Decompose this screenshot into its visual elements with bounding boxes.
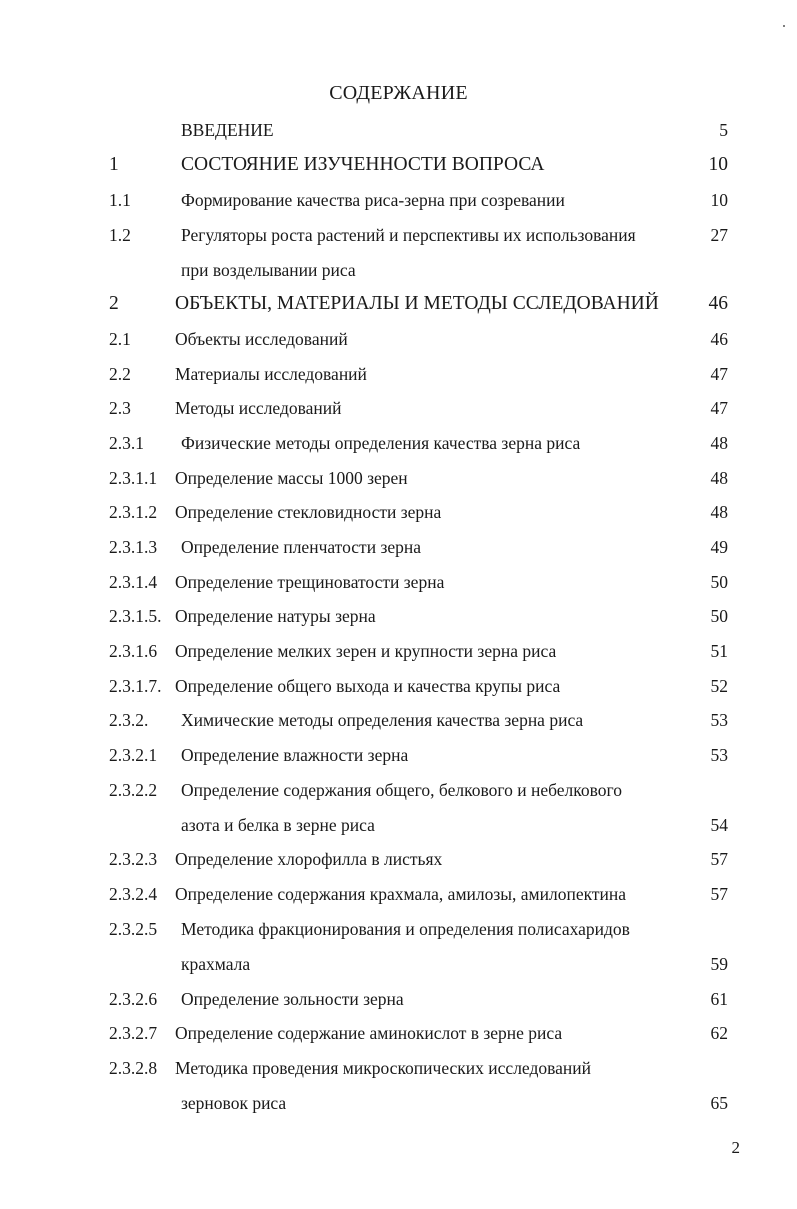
toc-page: 54 xyxy=(710,815,728,835)
page-title: СОДЕРЖАНИЕ xyxy=(329,82,468,104)
toc-page: 10 xyxy=(708,154,728,175)
toc-row xyxy=(0,985,797,1013)
toc-row xyxy=(0,1054,797,1082)
toc-title: Определение содержания общего, белкового и небелкового xyxy=(181,780,623,800)
toc-title: Определение натуры зерна xyxy=(175,606,376,626)
toc-page: 5 xyxy=(719,120,728,140)
toc-row xyxy=(0,672,797,700)
toc-row xyxy=(0,1019,797,1047)
toc-page: 61 xyxy=(710,989,728,1009)
toc-number: 2 xyxy=(109,293,119,314)
toc-title: Определение общего выхода и качества крупы риса xyxy=(175,676,561,696)
toc-title: Регуляторы роста растений и перспективы их использования xyxy=(181,225,636,245)
toc-number: 2.3.1 xyxy=(109,433,144,453)
toc-number: 2.3.1.5. xyxy=(109,606,162,626)
toc-number: 1.1 xyxy=(109,190,131,210)
toc-row xyxy=(0,360,797,388)
toc-number: 2.3.1.4 xyxy=(109,572,158,592)
toc-page: 50 xyxy=(710,606,728,626)
toc-page: 47 xyxy=(710,364,728,384)
toc-row xyxy=(0,394,797,422)
toc-title: ОБЪЕКТЫ, МАТЕРИАЛЫ И МЕТОДЫ ССЛЕДОВАНИЙ xyxy=(175,293,659,314)
toc-number: 2.3.2.4 xyxy=(109,884,158,904)
toc-page: 57 xyxy=(710,849,728,869)
scan-speck xyxy=(783,25,785,27)
toc-row xyxy=(0,429,797,457)
toc-number: 2.3.2. xyxy=(109,710,149,730)
toc-title: Определение массы 1000 зерен xyxy=(175,468,408,488)
toc-row xyxy=(0,602,797,630)
toc-row xyxy=(0,498,797,526)
toc-title: зерновок риса xyxy=(181,1093,287,1113)
toc-title: Химические методы определения качества зерна риса xyxy=(181,710,584,730)
toc-number: 1.2 xyxy=(109,225,131,245)
toc-title: Определение трещиноватости зерна xyxy=(175,572,445,592)
toc-page: 46 xyxy=(710,329,728,349)
toc-title: Определение мелких зерен и крупности зерна риса xyxy=(175,641,557,661)
toc-number: 2.3.2.7 xyxy=(109,1023,158,1043)
toc-title: Методика проведения микроскопических исследований xyxy=(175,1058,592,1078)
toc-number: 2.3.2.8 xyxy=(109,1058,158,1078)
toc-page: 53 xyxy=(710,745,728,765)
toc-title: Формирование качества риса-зерна при созревании xyxy=(181,190,565,210)
toc-title: СОСТОЯНИЕ ИЗУЧЕННОСТИ ВОПРОСА xyxy=(181,154,545,175)
toc-row xyxy=(0,706,797,734)
toc-title: Объекты исследований xyxy=(175,329,348,349)
toc-page: 52 xyxy=(710,676,728,696)
toc-row xyxy=(0,880,797,908)
toc-title: Методы исследований xyxy=(175,398,342,418)
toc-number: 2.3.2.5 xyxy=(109,919,158,939)
toc-title: азота и белка в зерне риса xyxy=(181,815,375,835)
toc-number: 2.3.2.2 xyxy=(109,780,158,800)
toc-page: 62 xyxy=(710,1023,728,1043)
toc-title: Методика фракционирования и определения полисахаридов xyxy=(181,919,630,939)
toc-title: Определение пленчатости зерна xyxy=(181,537,422,557)
toc-number: 2.3.2.6 xyxy=(109,989,158,1009)
toc-page: 59 xyxy=(710,954,728,974)
toc-page: 57 xyxy=(710,884,728,904)
toc-title: ВВЕДЕНИЕ xyxy=(181,120,274,140)
toc-row xyxy=(0,290,797,318)
toc-row xyxy=(0,151,797,179)
toc-page: 65 xyxy=(710,1093,728,1113)
toc-number: 2.2 xyxy=(109,364,131,384)
toc-title: Определение влажности зерна xyxy=(181,745,409,765)
toc-page: 47 xyxy=(710,398,728,418)
toc-title: Определение хлорофилла в листьях xyxy=(175,849,443,869)
toc-title: Определение содержания крахмала, амилозы, амилопектина xyxy=(175,884,627,904)
toc-row xyxy=(0,116,797,144)
toc-row xyxy=(0,464,797,492)
toc-row xyxy=(0,811,797,839)
toc-row xyxy=(0,221,797,249)
toc-row xyxy=(0,950,797,978)
toc-page: 53 xyxy=(710,710,728,730)
toc-page: 51 xyxy=(710,641,728,661)
toc-page: 48 xyxy=(710,433,728,453)
toc-row xyxy=(0,637,797,665)
toc-title: Определение содержание аминокислот в зерне риса xyxy=(175,1023,563,1043)
toc-number: 2.3 xyxy=(109,398,131,418)
toc-row xyxy=(0,845,797,873)
toc-page: 27 xyxy=(710,225,728,245)
toc-page: 46 xyxy=(708,293,728,314)
toc-title: крахмала xyxy=(181,954,251,974)
page-number: 2 xyxy=(731,1138,740,1157)
toc-number: 2.3.1.1 xyxy=(109,468,158,488)
toc-row xyxy=(0,186,797,214)
toc-page: 10 xyxy=(710,190,728,210)
toc-row xyxy=(0,776,797,804)
toc-row xyxy=(0,533,797,561)
toc-page: 48 xyxy=(710,468,728,488)
toc-number: 2.3.2.1 xyxy=(109,745,158,765)
toc-number: 2.3.2.3 xyxy=(109,849,158,869)
toc-number: 2.3.1.2 xyxy=(109,502,158,522)
toc-number: 2.3.1.3 xyxy=(109,537,158,557)
toc-number: 2.3.1.7. xyxy=(109,676,162,696)
toc-row xyxy=(0,325,797,353)
toc-page: 49 xyxy=(710,537,728,557)
toc-page: 50 xyxy=(710,572,728,592)
toc-title: Определение стекловидности зерна xyxy=(175,502,442,522)
toc-title: Определение зольности зерна xyxy=(181,989,404,1009)
toc-title: при возделывании риса xyxy=(181,260,356,280)
toc-number: 2.3.1.6 xyxy=(109,641,158,661)
toc-number: 2.1 xyxy=(109,329,131,349)
toc-row xyxy=(0,1089,797,1117)
toc-page: 48 xyxy=(710,502,728,522)
toc-title: Материалы исследований xyxy=(175,364,367,384)
toc-row xyxy=(0,741,797,769)
toc-title: Физические методы определения качества зерна риса xyxy=(181,433,581,453)
toc-row xyxy=(0,256,797,284)
toc-number: 1 xyxy=(109,154,119,175)
toc-row xyxy=(0,568,797,596)
toc-row xyxy=(0,915,797,943)
